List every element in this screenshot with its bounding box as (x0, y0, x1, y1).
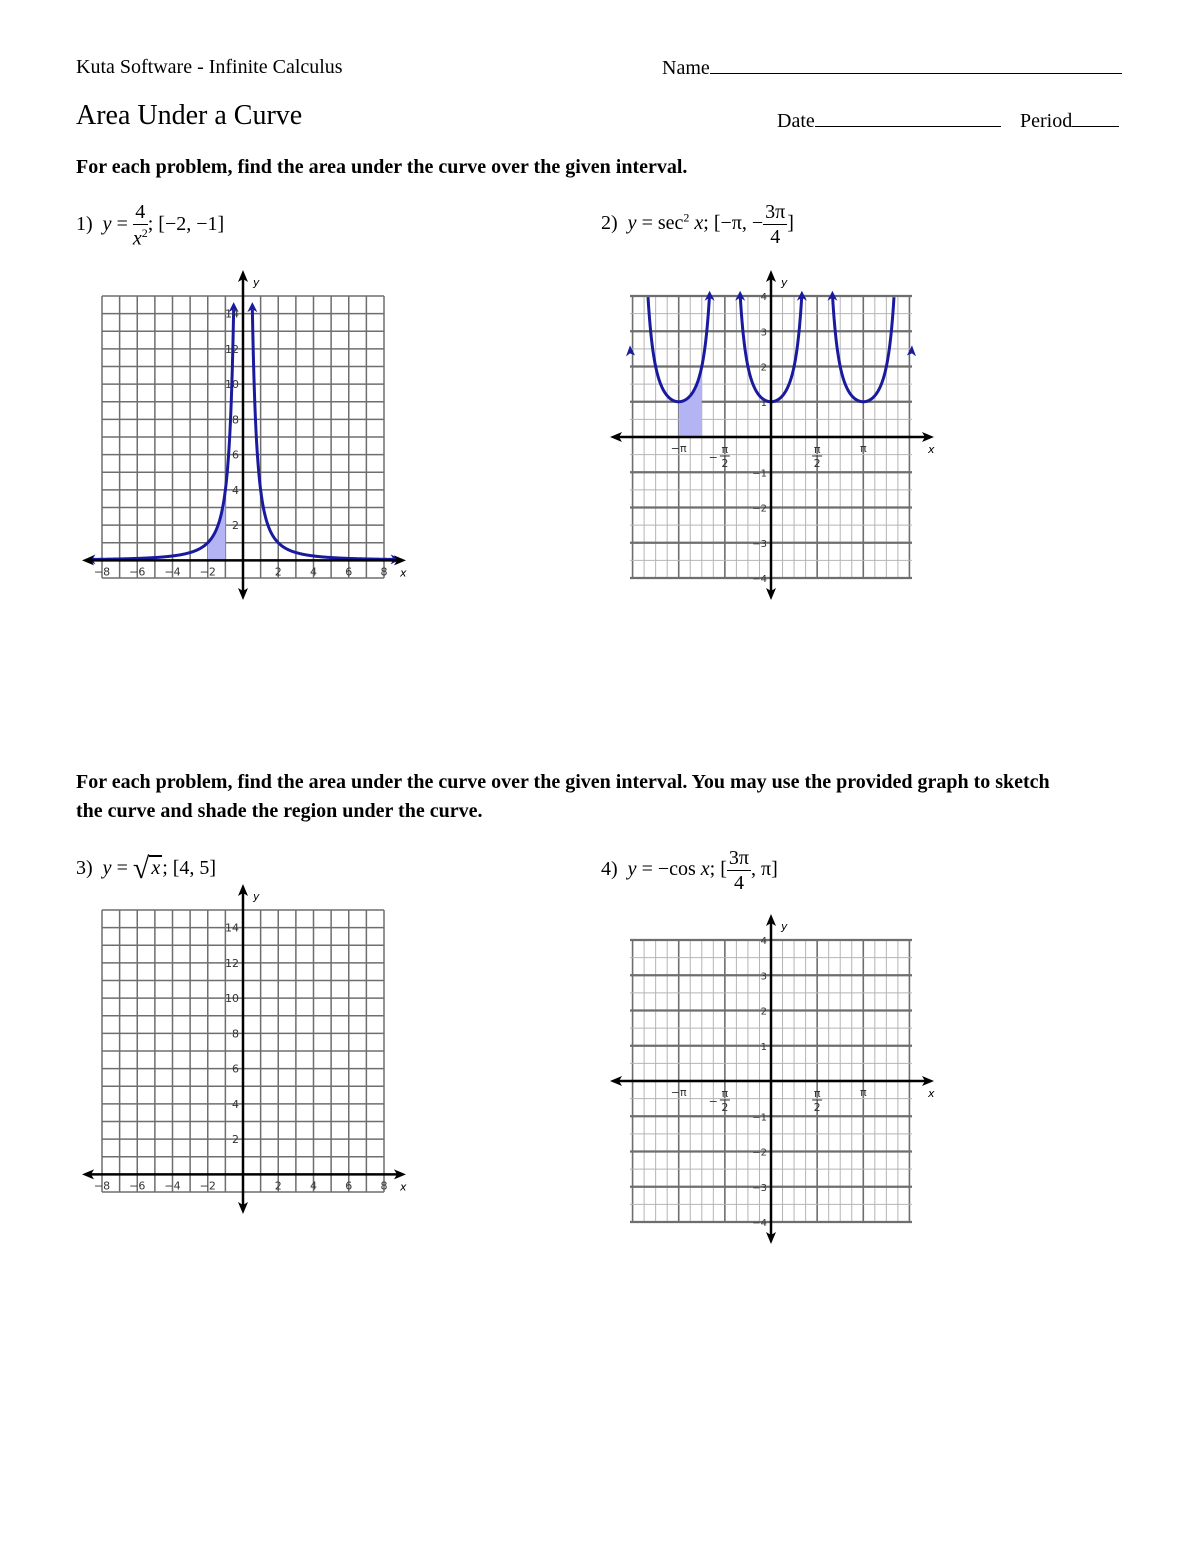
y-tick-label: 10 (225, 992, 239, 1006)
curve-arrow-icon (907, 345, 916, 356)
y-tick-label: 14 (225, 307, 239, 321)
equals: = (116, 857, 128, 879)
x-axis-label: x (928, 1087, 935, 1100)
x-tick-label: 4 (310, 1179, 317, 1193)
x-tick-denominator: 2 (721, 1101, 729, 1114)
period-field[interactable] (1020, 109, 1119, 133)
x-tick-denominator: 2 (813, 457, 821, 470)
den-exp: 2 (141, 226, 148, 240)
numerator: 4 (133, 202, 148, 225)
x-tick-minus: − (708, 451, 718, 464)
y-tick-label: 4 (232, 483, 239, 497)
problem-number: 3) (76, 857, 93, 879)
x-axis-label: x (400, 566, 407, 580)
y-tick-label: 6 (232, 448, 239, 462)
fraction (727, 848, 751, 893)
y-tick-label: −1 (752, 468, 767, 480)
graph-2 (600, 266, 940, 606)
name-blank[interactable] (710, 56, 1122, 74)
x-tick-label: −2 (199, 1179, 216, 1193)
y-tick-label: 2 (232, 1133, 239, 1147)
y-tick-label: 1 (760, 397, 767, 409)
x-tick-label: 6 (345, 565, 353, 579)
graph-1 (72, 266, 412, 606)
numerator: 3π (765, 201, 786, 223)
y-tick-label: 14 (225, 921, 239, 935)
x-tick-numerator: π (813, 1087, 821, 1100)
problem-number: 1) (76, 212, 93, 235)
y-tick-label: −3 (752, 538, 767, 550)
interval-start: ; [−π, − (703, 212, 764, 235)
y-axis-label: y (781, 920, 788, 933)
publisher-label: Kuta Software - Infinite Calculus (76, 56, 343, 78)
y-axis-label: y (253, 276, 260, 289)
equals: = (116, 212, 128, 235)
y-tick-label: 4 (760, 292, 767, 303)
curve-right-branch (252, 309, 394, 559)
x-tick-label: −8 (93, 565, 111, 579)
section1-instruction: For each problem, find the area under the curve over the given interval. (76, 156, 688, 178)
y-tick-label: −2 (752, 1147, 767, 1159)
y-tick-label: 8 (232, 413, 239, 427)
period-blank[interactable] (1072, 109, 1119, 127)
den-var: x (132, 227, 142, 250)
x-tick-label: π (859, 1086, 867, 1099)
y-tick-label: 3 (760, 327, 767, 339)
graph-3 (72, 880, 412, 1220)
x-tick-label: 8 (380, 565, 388, 579)
interval: ; [−2, −1] (147, 212, 225, 235)
interval-start: ; [ (709, 858, 727, 881)
y-tick-label: 4 (760, 936, 767, 947)
denominator (133, 225, 148, 249)
y-tick-label: 4 (232, 1097, 239, 1111)
function-name: = −cos (641, 858, 696, 881)
date-field[interactable] (777, 109, 1001, 133)
y-tick-label: −2 (752, 503, 767, 515)
y-var: y (627, 858, 637, 881)
problem-2 (601, 202, 794, 247)
x-tick-label: −π (670, 1086, 687, 1099)
x-axis-label: x (400, 1180, 407, 1194)
x-tick-label: 6 (345, 1179, 353, 1193)
x-tick-label: −8 (93, 1179, 111, 1193)
x-tick-numerator: π (721, 1087, 729, 1100)
x-tick-denominator: 2 (721, 457, 729, 470)
y-var: y (102, 212, 112, 235)
y-tick-label: 6 (232, 1062, 239, 1076)
problem-4 (601, 848, 778, 893)
graph-4 (600, 910, 940, 1250)
x-var: x (700, 858, 710, 881)
y-tick-label: 12 (225, 342, 239, 356)
y-tick-label: 2 (760, 362, 767, 374)
problem-number: 4) (601, 858, 618, 881)
date-label: Date (777, 110, 815, 132)
y-tick-label: 1 (760, 1041, 767, 1053)
x-tick-label: −6 (129, 1179, 146, 1193)
curve-left-branch (91, 309, 233, 559)
x-tick-denominator: 2 (813, 1101, 821, 1114)
denominator: 4 (733, 872, 744, 894)
problem-number: 2) (601, 212, 618, 235)
y-tick-label: −4 (752, 1218, 767, 1229)
x-tick-label: −6 (129, 565, 146, 579)
denominator: 4 (770, 226, 781, 248)
radicand: x (151, 857, 161, 879)
fraction (133, 202, 148, 249)
name-field[interactable] (662, 56, 1122, 80)
x-var: x (694, 212, 704, 235)
x-tick-label: 8 (380, 1179, 388, 1193)
y-tick-label: 8 (232, 1027, 239, 1041)
interval-end: ] (787, 212, 794, 235)
square-root (132, 848, 162, 885)
function-name: = sec (641, 212, 684, 235)
x-tick-label: 2 (274, 1179, 282, 1193)
x-tick-label: −π (670, 442, 687, 455)
x-tick-numerator: π (813, 443, 821, 456)
x-tick-label: −4 (164, 565, 181, 579)
x-axis-label: x (928, 443, 935, 456)
problem-3 (76, 848, 217, 885)
problem-1 (76, 202, 224, 249)
period-label: Period (1020, 110, 1073, 132)
y-tick-label: 12 (225, 956, 239, 970)
x-tick-numerator: π (721, 443, 729, 456)
y-var: y (102, 857, 112, 879)
x-tick-label: −2 (199, 565, 216, 579)
y-tick-label: 10 (225, 378, 239, 392)
y-var: y (627, 212, 637, 235)
page-title: Area Under a Curve (76, 100, 303, 131)
interval: ; [4, 5] (162, 857, 217, 879)
section2-instruction: For each problem, find the area under the curve over the given interval. You may use the provided graph to sketch the curve and shade the region under the curve. (76, 771, 1050, 822)
x-tick-label: 4 (310, 565, 317, 579)
y-axis-label: y (253, 890, 260, 903)
name-label: Name (662, 57, 710, 79)
radical-sign-icon: √ (132, 852, 150, 885)
y-tick-label: 2 (760, 1006, 767, 1018)
y-tick-label: −3 (752, 1182, 767, 1194)
x-tick-label: π (859, 442, 867, 455)
y-tick-label: −4 (752, 574, 767, 585)
exponent: 2 (683, 210, 690, 225)
curve-arrow-icon (626, 345, 635, 356)
x-tick-label: −4 (164, 1179, 181, 1193)
x-tick-label: 2 (274, 565, 282, 579)
y-axis-label: y (781, 276, 788, 289)
y-tick-label: −1 (752, 1112, 767, 1124)
x-tick-minus: − (708, 1095, 718, 1108)
y-tick-label: 2 (232, 519, 239, 533)
y-tick-label: 3 (760, 971, 767, 983)
interval-end: , π] (751, 858, 778, 881)
numerator: 3π (728, 847, 749, 869)
date-blank[interactable] (815, 109, 1001, 127)
fraction (763, 202, 787, 247)
